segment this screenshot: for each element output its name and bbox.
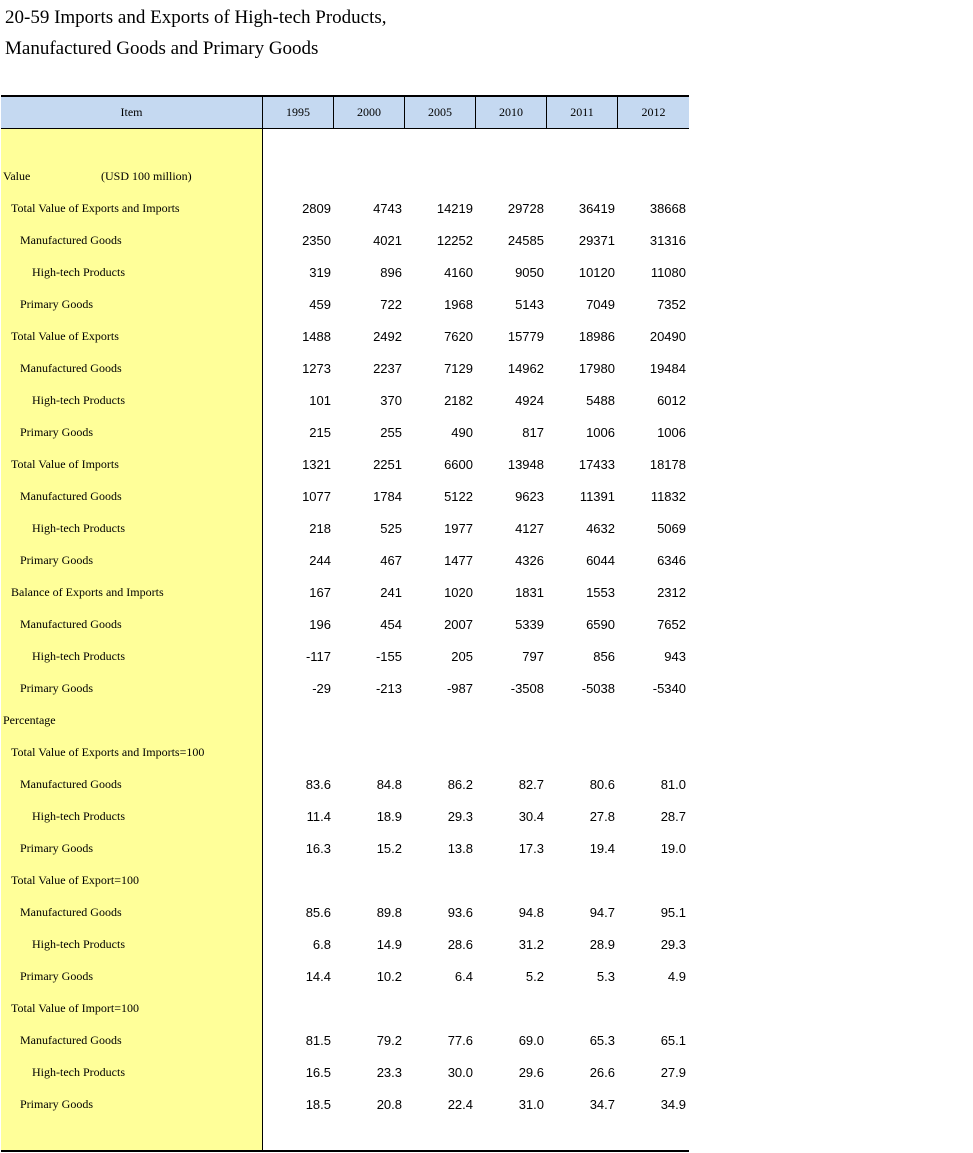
cell-value-2000: 2251 xyxy=(373,456,402,472)
row-label-text: Manufactured Goods xyxy=(20,232,122,247)
cell-value-2010: 817 xyxy=(522,424,544,440)
cell-value-2011: 26.6 xyxy=(589,1064,615,1080)
cell-value-2011: 94.7 xyxy=(589,904,615,920)
cell-value-2012: 4.9 xyxy=(667,968,686,984)
table-row xyxy=(1,480,689,512)
cell-value-2005: 1968 xyxy=(444,296,473,312)
cell-value-2010: 31.2 xyxy=(518,936,544,952)
cell-value-2012: 95.1 xyxy=(660,904,686,920)
cell-value-2011: 4632 xyxy=(586,520,615,536)
cell-value-2011: 80.6 xyxy=(589,776,615,792)
row-label-text: High-tech Products xyxy=(32,520,125,535)
row-label xyxy=(1,1033,263,1048)
row-label-text: Balance of Exports and Imports xyxy=(11,584,164,599)
cell-value-2012: 18178 xyxy=(649,456,686,472)
row-label-text: Manufactured Goods xyxy=(20,616,122,631)
cell-value-2011: 5488 xyxy=(586,392,615,408)
table-row xyxy=(1,320,689,352)
cell-value-2010: 4924 xyxy=(515,392,544,408)
row-label-text: High-tech Products xyxy=(32,392,125,407)
cell-value-2012: 38668 xyxy=(649,200,686,216)
cell-value-2011: 27.8 xyxy=(589,808,615,824)
cell-value-1995: 1077 xyxy=(302,488,331,504)
table-row xyxy=(1,1024,689,1056)
table-row xyxy=(1,992,689,1024)
row-label xyxy=(1,905,263,920)
cell-value-2005: 93.6 xyxy=(447,904,473,920)
table-bottom-rule xyxy=(1,1150,689,1152)
row-label-text: Manufactured Goods xyxy=(20,360,122,375)
cell-value-2010: 82.7 xyxy=(518,776,544,792)
cell-value-2000: 10.2 xyxy=(376,968,402,984)
row-label-text: Value xyxy=(3,168,31,183)
row-label xyxy=(1,713,263,728)
table-row xyxy=(1,224,689,256)
cell-value-2005: 14219 xyxy=(436,200,473,216)
table-title-line-2: Manufactured Goods and Primary Goods xyxy=(5,38,319,59)
cell-value-2010: 9050 xyxy=(515,264,544,280)
cell-value-2011: 19.4 xyxy=(589,840,615,856)
cell-value-2000: 2492 xyxy=(373,328,402,344)
cell-value-1995: -29 xyxy=(312,680,331,696)
cell-value-2005: 86.2 xyxy=(447,776,473,792)
cell-value-2010: 14962 xyxy=(507,360,544,376)
cell-value-1995: 83.6 xyxy=(305,776,331,792)
table-row xyxy=(1,768,689,800)
cell-value-1995: -117 xyxy=(305,648,331,664)
cell-value-1995: 101 xyxy=(309,392,331,408)
cell-value-1995: 85.6 xyxy=(305,904,331,920)
cell-value-2010: 4326 xyxy=(515,552,544,568)
row-label-text: Total Value of Export=100 xyxy=(11,872,140,887)
cell-value-2010: 9623 xyxy=(515,488,544,504)
cell-value-2000: 454 xyxy=(380,616,402,632)
table-row xyxy=(1,544,689,576)
cell-value-2000: 370 xyxy=(380,392,402,408)
row-label xyxy=(1,169,263,184)
cell-value-1995: 218 xyxy=(309,520,331,536)
cell-value-2000: 79.2 xyxy=(376,1032,402,1048)
cell-value-2005: 28.6 xyxy=(447,936,473,952)
cell-value-2000: 255 xyxy=(380,424,402,440)
cell-value-2000: 84.8 xyxy=(376,776,402,792)
row-label-text: High-tech Products xyxy=(32,1064,125,1079)
table-row xyxy=(1,832,689,864)
table-row xyxy=(1,960,689,992)
cell-value-2005: 4160 xyxy=(444,264,473,280)
header-year-2010: 2010 xyxy=(476,97,547,128)
row-label xyxy=(1,777,263,792)
cell-value-2011: 1006 xyxy=(586,424,615,440)
row-unit: (USD 100 million) xyxy=(101,168,192,183)
table-row xyxy=(1,352,689,384)
cell-value-1995: 81.5 xyxy=(305,1032,331,1048)
row-label xyxy=(1,585,263,600)
cell-value-2000: 241 xyxy=(380,584,402,600)
cell-value-2011: 11391 xyxy=(579,488,615,504)
cell-value-2011: 34.7 xyxy=(589,1096,615,1112)
cell-value-2012: 2312 xyxy=(657,584,686,600)
cell-value-2005: 1477 xyxy=(444,552,473,568)
cell-value-2000: 20.8 xyxy=(376,1096,402,1112)
row-label xyxy=(1,265,263,280)
row-label xyxy=(1,937,263,952)
table-row xyxy=(1,800,689,832)
cell-value-2000: 1784 xyxy=(373,488,402,504)
cell-value-1995: 18.5 xyxy=(305,1096,331,1112)
cell-value-2011: -5038 xyxy=(581,680,615,696)
header-year-2005: 2005 xyxy=(405,97,476,128)
row-label xyxy=(1,649,263,664)
row-label xyxy=(1,425,263,440)
table-row xyxy=(1,928,689,960)
cell-value-2010: 31.0 xyxy=(518,1096,544,1112)
cell-value-2012: 29.3 xyxy=(660,936,686,952)
table-row xyxy=(1,608,689,640)
cell-value-2010: 15779 xyxy=(507,328,544,344)
cell-value-2010: 1831 xyxy=(515,584,544,600)
table-row xyxy=(1,1056,689,1088)
cell-value-2010: 17.3 xyxy=(518,840,544,856)
cell-value-2000: 4743 xyxy=(373,200,402,216)
cell-value-1995: 1273 xyxy=(302,360,331,376)
cell-value-2005: 6600 xyxy=(444,456,473,472)
row-label xyxy=(1,1065,263,1080)
cell-value-2011: 17433 xyxy=(578,456,615,472)
row-label xyxy=(1,969,263,984)
cell-value-2010: 5339 xyxy=(515,616,544,632)
cell-value-1995: 319 xyxy=(309,264,331,280)
cell-value-2012: 27.9 xyxy=(660,1064,686,1080)
cell-value-2005: 13.8 xyxy=(447,840,473,856)
cell-value-2012: 19.0 xyxy=(660,840,686,856)
cell-value-2005: 2007 xyxy=(444,616,473,632)
cell-value-2000: -155 xyxy=(375,648,402,664)
row-label xyxy=(1,841,263,856)
cell-value-2012: 28.7 xyxy=(660,808,686,824)
row-label-text: Total Value of Exports xyxy=(11,328,119,343)
cell-value-1995: 244 xyxy=(309,552,331,568)
cell-value-2005: 5122 xyxy=(444,488,473,504)
cell-value-2005: 205 xyxy=(451,648,473,664)
cell-value-2005: 77.6 xyxy=(447,1032,473,1048)
table-row xyxy=(1,512,689,544)
row-label xyxy=(1,361,263,376)
table-row xyxy=(1,672,689,704)
cell-value-2010: -3508 xyxy=(510,680,544,696)
cell-value-2012: 81.0 xyxy=(660,776,686,792)
cell-value-2000: 896 xyxy=(380,264,402,280)
row-label xyxy=(1,329,263,344)
row-label-text: Primary Goods xyxy=(20,840,93,855)
row-label-text: Total Value of Exports and Imports xyxy=(11,200,180,215)
table-row xyxy=(1,704,689,736)
cell-value-2012: 6012 xyxy=(657,392,686,408)
cell-value-2010: 4127 xyxy=(515,520,544,536)
table-row xyxy=(1,1088,689,1120)
cell-value-2005: 490 xyxy=(451,424,473,440)
cell-value-2011: 17980 xyxy=(578,360,615,376)
cell-value-1995: 459 xyxy=(309,296,331,312)
cell-value-2012: 943 xyxy=(664,648,686,664)
row-label-text: Primary Goods xyxy=(20,552,93,567)
row-label xyxy=(1,617,263,632)
row-label xyxy=(1,553,263,568)
cell-value-2005: -987 xyxy=(446,680,473,696)
table-row xyxy=(1,288,689,320)
header-year-1995: 1995 xyxy=(263,97,334,128)
row-label xyxy=(1,521,263,536)
cell-value-2012: 20490 xyxy=(649,328,686,344)
table-row xyxy=(1,192,689,224)
cell-value-2000: 14.9 xyxy=(376,936,402,952)
row-label-text: Primary Goods xyxy=(20,968,93,983)
header-year-2000: 2000 xyxy=(334,97,405,128)
cell-value-2012: 7652 xyxy=(657,616,686,632)
table-header xyxy=(1,95,689,129)
row-label-text: High-tech Products xyxy=(32,648,125,663)
row-label xyxy=(1,233,263,248)
cell-value-2011: 18986 xyxy=(578,328,615,344)
cell-value-2011: 6590 xyxy=(586,616,615,632)
cell-value-1995: 1488 xyxy=(302,328,331,344)
cell-value-2010: 797 xyxy=(522,648,544,664)
table-row xyxy=(1,640,689,672)
table-row xyxy=(1,416,689,448)
row-label-text: Total Value of Exports and Imports=100 xyxy=(11,744,205,759)
table-body xyxy=(1,160,689,1120)
row-label-text: Primary Goods xyxy=(20,680,93,695)
row-label-text: High-tech Products xyxy=(32,936,125,951)
row-label xyxy=(1,297,263,312)
cell-value-2012: 34.9 xyxy=(660,1096,686,1112)
cell-value-2011: 36419 xyxy=(578,200,615,216)
cell-value-2010: 24585 xyxy=(507,232,544,248)
row-label-text: Manufactured Goods xyxy=(20,904,122,919)
cell-value-2010: 29728 xyxy=(507,200,544,216)
cell-value-2010: 69.0 xyxy=(518,1032,544,1048)
cell-value-2011: 10120 xyxy=(578,264,615,280)
cell-value-1995: 1321 xyxy=(302,456,331,472)
cell-value-2012: 5069 xyxy=(657,520,686,536)
cell-value-2005: 1020 xyxy=(444,584,473,600)
row-label xyxy=(1,489,263,504)
table-row xyxy=(1,256,689,288)
row-label xyxy=(1,681,263,696)
cell-value-1995: 215 xyxy=(309,424,331,440)
row-label xyxy=(1,873,263,888)
table-row xyxy=(1,896,689,928)
cell-value-2005: 30.0 xyxy=(447,1064,473,1080)
cell-value-1995: 167 xyxy=(309,584,331,600)
cell-value-2011: 28.9 xyxy=(589,936,615,952)
cell-value-2000: 23.3 xyxy=(376,1064,402,1080)
cell-value-2010: 29.6 xyxy=(518,1064,544,1080)
header-year-2012: 2012 xyxy=(641,105,666,119)
table-row xyxy=(1,576,689,608)
cell-value-1995: 16.3 xyxy=(305,840,331,856)
cell-value-2012: 11080 xyxy=(650,264,686,280)
cell-value-2011: 65.3 xyxy=(589,1032,615,1048)
cell-value-1995: 11.4 xyxy=(306,808,331,824)
cell-value-2012: 1006 xyxy=(657,424,686,440)
table-row xyxy=(1,384,689,416)
cell-value-2000: 525 xyxy=(380,520,402,536)
cell-value-2000: 2237 xyxy=(373,360,402,376)
cell-value-2010: 5143 xyxy=(515,296,544,312)
row-label xyxy=(1,809,263,824)
row-label-text: Primary Goods xyxy=(20,424,93,439)
cell-value-2000: 18.9 xyxy=(376,808,402,824)
cell-value-2010: 30.4 xyxy=(518,808,544,824)
row-label-text: High-tech Products xyxy=(32,264,125,279)
cell-value-2011: 7049 xyxy=(586,296,615,312)
cell-value-2010: 5.2 xyxy=(525,968,544,984)
cell-value-1995: 2809 xyxy=(302,200,331,216)
cell-value-2000: 467 xyxy=(380,552,402,568)
cell-value-1995: 16.5 xyxy=(305,1064,331,1080)
cell-value-2011: 6044 xyxy=(586,552,615,568)
row-label-text: Primary Goods xyxy=(20,296,93,311)
row-label-text: Primary Goods xyxy=(20,1096,93,1111)
cell-value-2012: 7352 xyxy=(657,296,686,312)
cell-value-2005: 7129 xyxy=(444,360,473,376)
cell-value-2011: 29371 xyxy=(578,232,615,248)
cell-value-1995: 196 xyxy=(309,616,331,632)
cell-value-2005: 7620 xyxy=(444,328,473,344)
row-label-text: Total Value of Imports xyxy=(11,456,119,471)
cell-value-2005: 12252 xyxy=(436,232,473,248)
row-label-text: Manufactured Goods xyxy=(20,776,122,791)
cell-value-2005: 22.4 xyxy=(447,1096,473,1112)
cell-value-2005: 6.4 xyxy=(454,968,473,984)
cell-value-2000: 89.8 xyxy=(376,904,402,920)
cell-value-2012: 11832 xyxy=(650,488,686,504)
row-label-text: High-tech Products xyxy=(32,808,125,823)
cell-value-1995: 2350 xyxy=(302,232,331,248)
row-label-text: Manufactured Goods xyxy=(20,1032,122,1047)
cell-value-2010: 13948 xyxy=(507,456,544,472)
table-row xyxy=(1,736,689,768)
table-row xyxy=(1,864,689,896)
header-year-2011: 2011 xyxy=(547,97,618,128)
cell-value-2012: 31316 xyxy=(649,232,686,248)
row-label-text: Total Value of Import=100 xyxy=(11,1000,140,1015)
cell-value-2012: 6346 xyxy=(657,552,686,568)
cell-value-2000: -213 xyxy=(375,680,402,696)
cell-value-2000: 722 xyxy=(380,296,402,312)
cell-value-2005: 29.3 xyxy=(447,808,473,824)
row-label xyxy=(1,745,263,760)
cell-value-2005: 1977 xyxy=(444,520,473,536)
cell-value-2012: 65.1 xyxy=(660,1032,686,1048)
cell-value-1995: 14.4 xyxy=(305,968,331,984)
table-row xyxy=(1,448,689,480)
table-row xyxy=(1,160,689,192)
cell-value-2000: 15.2 xyxy=(376,840,402,856)
header-item: Item xyxy=(1,97,263,128)
table-title-line-1: 20-59 Imports and Exports of High-tech Products, xyxy=(5,7,387,28)
row-label-text: Percentage xyxy=(3,712,56,727)
cell-value-2012: -5340 xyxy=(652,680,686,696)
cell-value-2000: 4021 xyxy=(373,232,402,248)
cell-value-2011: 856 xyxy=(593,648,615,664)
row-label xyxy=(1,1097,263,1112)
cell-value-2005: 2182 xyxy=(444,392,473,408)
cell-value-2010: 94.8 xyxy=(518,904,544,920)
row-label xyxy=(1,393,263,408)
cell-value-2011: 1553 xyxy=(586,584,615,600)
row-label-text: Manufactured Goods xyxy=(20,488,122,503)
statistics-table xyxy=(1,95,689,1153)
row-label xyxy=(1,201,263,216)
cell-value-1995: 6.8 xyxy=(312,936,331,952)
row-label xyxy=(1,457,263,472)
row-label xyxy=(1,1001,263,1016)
cell-value-2011: 5.3 xyxy=(596,968,615,984)
cell-value-2012: 19484 xyxy=(649,360,686,376)
